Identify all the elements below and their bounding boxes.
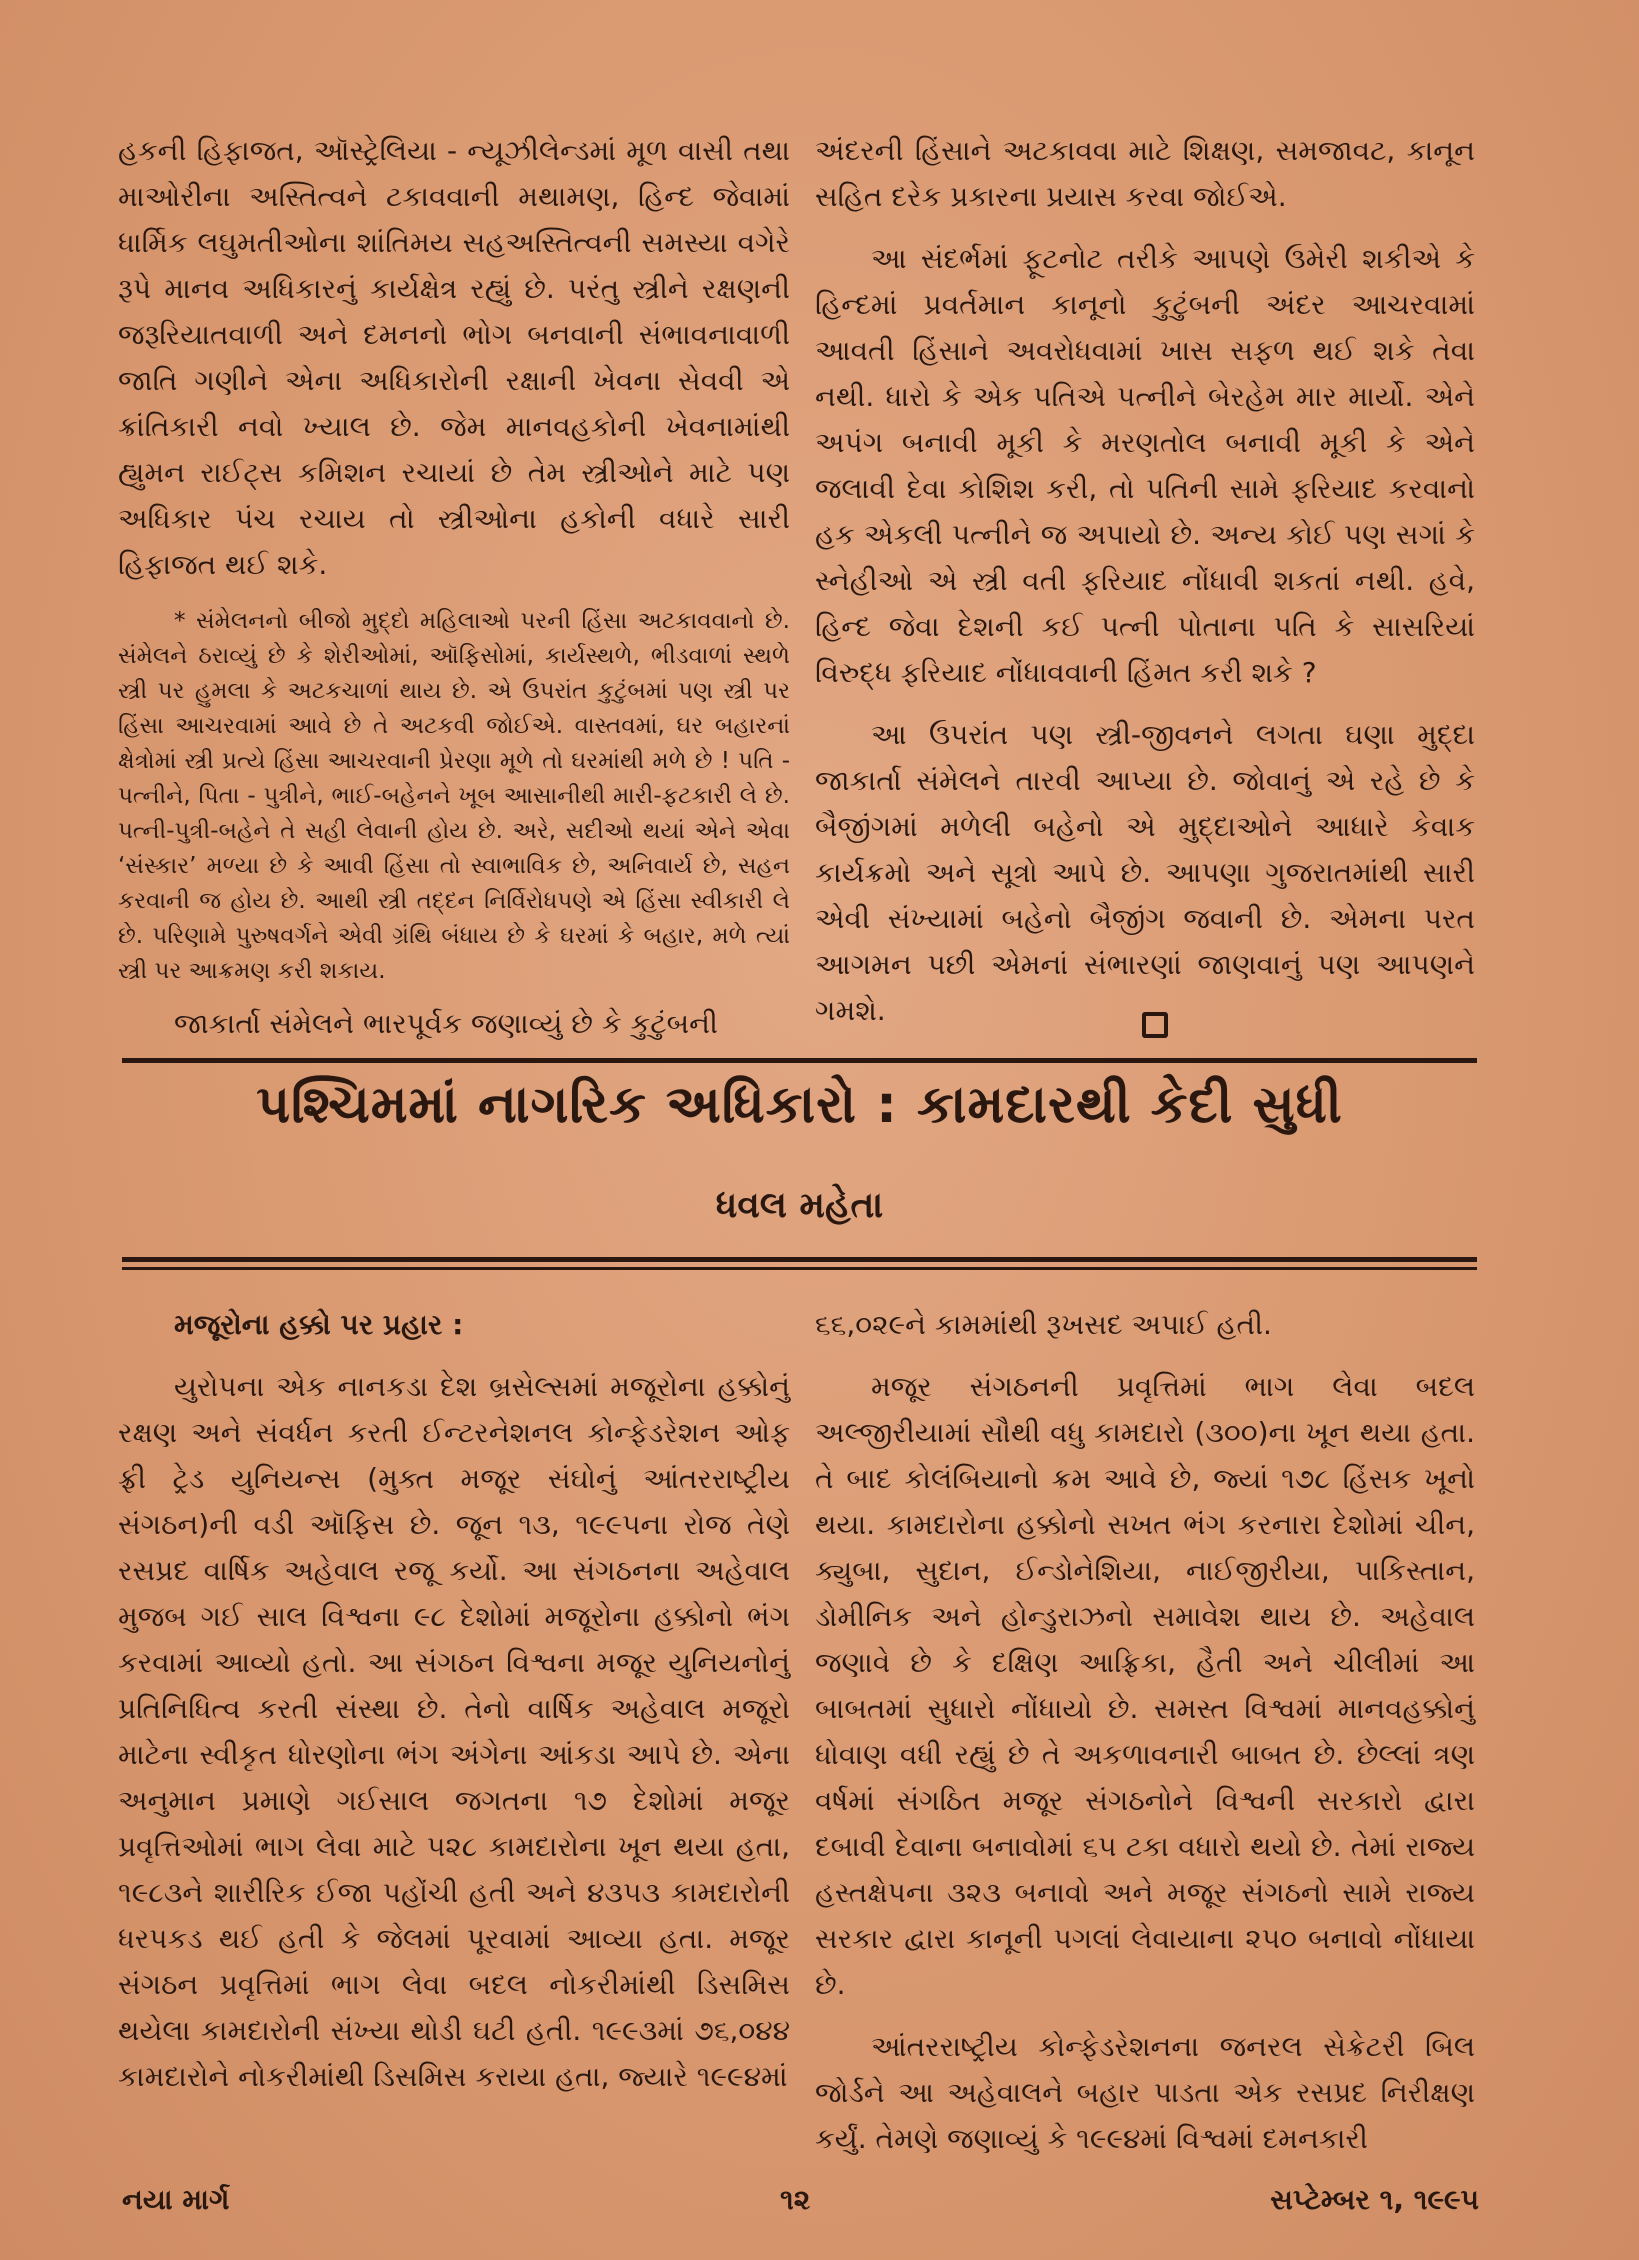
top-left-column [118,128,790,1063]
footer-page-number: ૧૨ [780,2183,811,2216]
paragraph: યુરોપના એક નાનકડા દેશ બ્રસેલ્સમાં મજૂરોના હક્કોનું રક્ષણ અને સંવર્ધન કરતી ઈન્ટરનેશનલ કોન્ફેડરેશન ઓફ ફ્રી ટ્રેડ યુનિયન્સ (મુક્ત મજૂર સંઘોનું આંતરરાષ્ટ્રીય સંગઠન)ની વડી ઑફિસ છે. જૂન ૧૩, ૧૯૯૫ના રોજ તેણે રસપ્રદ વાર્ષિક અહેવાલ રજૂ કર્યો. આ સંગઠનના અહેવાલ મુજબ ગઈ સાલ વિશ્વના ૯૮ દેશોમાં મજૂરોના હક્કોનો ભંગ કરવામાં આવ્યો હતો. આ સંગઠન વિશ્વના મજૂર યુનિયનોનું પ્રતિનિધિત્વ કરતી સંસ્થા છે. તેનો વાર્ષિક અહેવાલ મજૂરો માટેના સ્વીકૃત ધોરણોના ભંગ અંગેના આંકડા આપે છે. એના અનુમાન પ્રમાણે ગઈસાલ જગતના ૧૭ દેશોમાં મજૂર પ્રવૃત્તિઓમાં ભાગ લેવા માટે ૫૨૮ કામદારોના ખૂન થયા હતા, ૧૯૮૩ને શારીરિક ઈજા પહોંચી હતી અને ૪૩૫૩ કામદારોની ધરપકડ થઈ હતી કે જેલમાં પૂરવામાં આવ્યા હતા. મજૂર સંગઠન પ્રવૃત્તિમાં ભાગ લેવા બદલ નોકરીમાંથી ડિસમિસ થયેલા કામદારોની સંખ્યા થોડી ઘટી હતી. ૧૯૯૩માં ૭૬,૦૪૪ કામદારોને નોકરીમાંથી ડિસમિસ કરાયા હતા, જ્યારે ૧૯૯૪માં [118,1370,790,2093]
footnote-paragraph: * સંમેલનનો બીજો મુદ્દો મહિલાઓ પરની હિંસા અટકાવવાનો છે. સંમેલને ઠરાવ્યું છે કે શેરીઓમાં, ઑફિસોમાં, કાર્યસ્થળે, ભીડવાળાં સ્થળે સ્ત્રી પર હુમલા કે અટકચાળાં થાય છે. એ ઉપરાંત કુટુંબમાં પણ સ્ત્રી પર હિંસા આચરવામાં આવે છે તે અટકવી જોઈએ. વાસ્તવમાં, ઘર બહારનાં ક્ષેત્રોમાં સ્ત્રી પ્રત્યે હિંસા આચરવાની પ્રેરણા મૂળે તો ઘરમાંથી મળે છે ! પતિ - પત્નીને, પિતા - પુત્રીને, ભાઈ-બહેનને ખૂબ આસાનીથી મારી-ફટકારી લે છે. પત્ની-પુત્રી-બહેને તે સહી લેવાની હોય છે. અરે, સદીઓ થયાં એને એવા ‘સંસ્કાર’ મળ્યા છે કે આવી હિંસા તો સ્વાભાવિક છે, અનિવાર્ય છે, સહન કરવાની જ હોય છે. આથી સ્ત્રી તદ્દન નિર્વિરોધપણે એ હિંસા સ્વીકારી લે છે. પરિણામે પુરુષવર્ગને એવી ગ્રંથિ બંધાય છે કે ઘરમાં કે બહાર, મળે ત્યાં સ્ત્રી પર આક્રમણ કરી શકાય. [118,608,790,984]
article-title: પશ્ચિમમાં નાગરિક અધિકારો : કામદારથી કેદી સુધી [256,1075,1343,1135]
paragraph: આંતરરાષ્ટ્રીય કોન્ફેડરેશનના જનરલ સેક્રેટરી બિલ જોર્ડને આ અહેવાલને બહાર પાડતા એક રસપ્રદ નિરીક્ષણ કર્યું. તેમણે જણાવ્યું કે ૧૯૯૪માં વિશ્વમાં દમનકારી [815,2030,1475,2155]
paragraph: ૬૬,૦૨૯ને કામમાંથી રૂખસદ અપાઈ હતી. [815,1308,1272,1341]
section-divider [122,1267,1477,1270]
paragraph: મજૂર સંગઠનની પ્રવૃત્તિમાં ભાગ લેવા બદલ અલ્જીરીયામાં સૌથી વધુ કામદારો (૩૦૦)ના ખૂન થયા હતા. તે બાદ કોલંબિયાનો ક્રમ આવે છે, જ્યાં ૧૭૮ હિંસક ખૂનો થયા. કામદારોના હક્કોનો સખત ભંગ કરનારા દેશોમાં ચીન, ક્યુબા, સુદાન, ઈન્ડોનેશિયા, નાઈજીરીયા, પાકિસ્તાન, ડોમીનિક અને હોન્ડુરાઝનો સમાવેશ થાય છે. અહેવાલ જણાવે છે કે દક્ષિણ આફ્રિકા, હૈતી અને ચીલીમાં આ બાબતમાં સુધારો નોંધાયો છે. સમસ્ત વિશ્વમાં માનવહક્કોનું ધોવાણ વધી રહ્યું છે તે અકળાવનારી બાબત છે. છેલ્લાં ત્રણ વર્ષમાં સંગઠિત મજૂર સંગઠનોને વિશ્વની સરકારો દ્વારા દબાવી દેવાના બનાવોમાં ૬૫ ટકા વધારો થયો છે. તેમાં રાજ્ય હસ્તક્ષેપના ૩૨૩ બનાવો અને મજૂર સંગઠનો સામે રાજ્ય સરકાર દ્વારા કાનૂની પગલાં લેવાયાના ૨૫૦ બનાવો નોંધાયા છે. [815,1370,1475,2001]
section-divider [122,1058,1477,1063]
paragraph: આ સંદર્ભમાં ફૂટનોટ તરીકે આપણે ઉમેરી શકીએ કે હિન્દમાં પ્રવર્તમાન કાનૂનો કુટુંબની અંદર આચરવામાં આવતી હિંસાને અવરોધવામાં ખાસ સફળ થઈ શકે તેવા નથી. ધારો કે એક પતિએ પત્નીને બેરહેમ માર માર્યો. એને અપંગ બનાવી મૂકી કે મરણતોલ બનાવી મૂકી કે એને જલાવી દેવા કોશિશ કરી, તો પતિની સામે ફરિયાદ કરવાનો હક એકલી પત્નીને જ અપાયો છે. અન્ય કોઈ પણ સગાં કે સ્નેહીઓ એ સ્ત્રી વતી ફરિયાદ નોંધાવી શકતાં નથી. હવે, હિન્દ જેવા દેશની કઈ પત્ની પોતાના પતિ કે સાસરિયાં વિરુદ્ધ ફરિયાદ નોંધાવવાની હિંમત કરી શકે ? [815,242,1475,689]
footer-publication-name: નયા માર્ગ [122,2183,230,2216]
section-divider [122,1257,1477,1262]
footer-date: સપ્ટેમ્બર ૧, ૧૯૯૫ [1270,2183,1479,2216]
top-right-column [815,128,1475,1050]
article-author: ધવલ મહેતા [715,1185,884,1226]
article-right-column [815,1302,1475,2178]
paragraph: જાકાર્તા સંમેલને ભારપૂર્વક જણાવ્યું છે કે કુટુંબની [174,1007,718,1040]
article-subhead: મજૂરોના હક્કો પર પ્રહાર : [174,1308,464,1341]
paragraph: હકની હિફાજત, ઑસ્ટ્રેલિયા - ન્યૂઝીલેન્ડમાં મૂળ વાસી તથા માઓરીના અસ્તિત્વને ટકાવવાની મથામણ, હિન્દ જેવામાં ધાર્મિક લઘુમતીઓના શાંતિમય સહઅસ્તિત્વની સમસ્યા વગેરે રૂપે માનવ અધિકારનું કાર્યક્ષેત્ર રહ્યું છે. પરંતુ સ્ત્રીને રક્ષણની જરૂરિયાતવાળી અને દમનનો ભોગ બનવાની સંભાવનાવાળી જાતિ ગણીને એના અધિકારોની રક્ષાની ખેવના સેવવી એ ક્રાંતિકારી નવો ખ્યાલ છે. જેમ માનવહકોની ખેવનામાંથી હ્યુમન રાઈટ્સ કમિશન રચાયાં છે તેમ સ્ત્રીઓને માટે પણ અધિકાર પંચ રચાય તો સ્ત્રીઓના હકોની વધારે સારી હિફાજત થઈ શકે. [118,134,790,581]
article-left-column [118,1302,790,2116]
paragraph: આ ઉપરાંત પણ સ્ત્રી-જીવનને લગતા ઘણા મુદ્દા જાકાર્તા સંમેલને તારવી આપ્યા છે. જોવાનું એ રહે છે કે બૈજીંગમાં મળેલી બહેનો એ મુદ્દાઓને આધારે કેવાક કાર્યક્રમો અને સૂત્રો આપે છે. આપણા ગુજરાતમાંથી સારી એવી સંખ્યામાં બહેનો બૈજીંગ જવાની છે. એમના પરત આગમન પછી એમનાં સંભારણાં જાણવાનું પણ આપણને ગમશે. [815,718,1475,1027]
paragraph: અંદરની હિંસાને અટકાવવા માટે શિક્ષણ, સમજાવટ, કાનૂન સહિત દરેક પ્રકારના પ્રયાસ કરવા જોઈએ. [815,134,1475,213]
end-of-article-mark [1142,1012,1168,1038]
